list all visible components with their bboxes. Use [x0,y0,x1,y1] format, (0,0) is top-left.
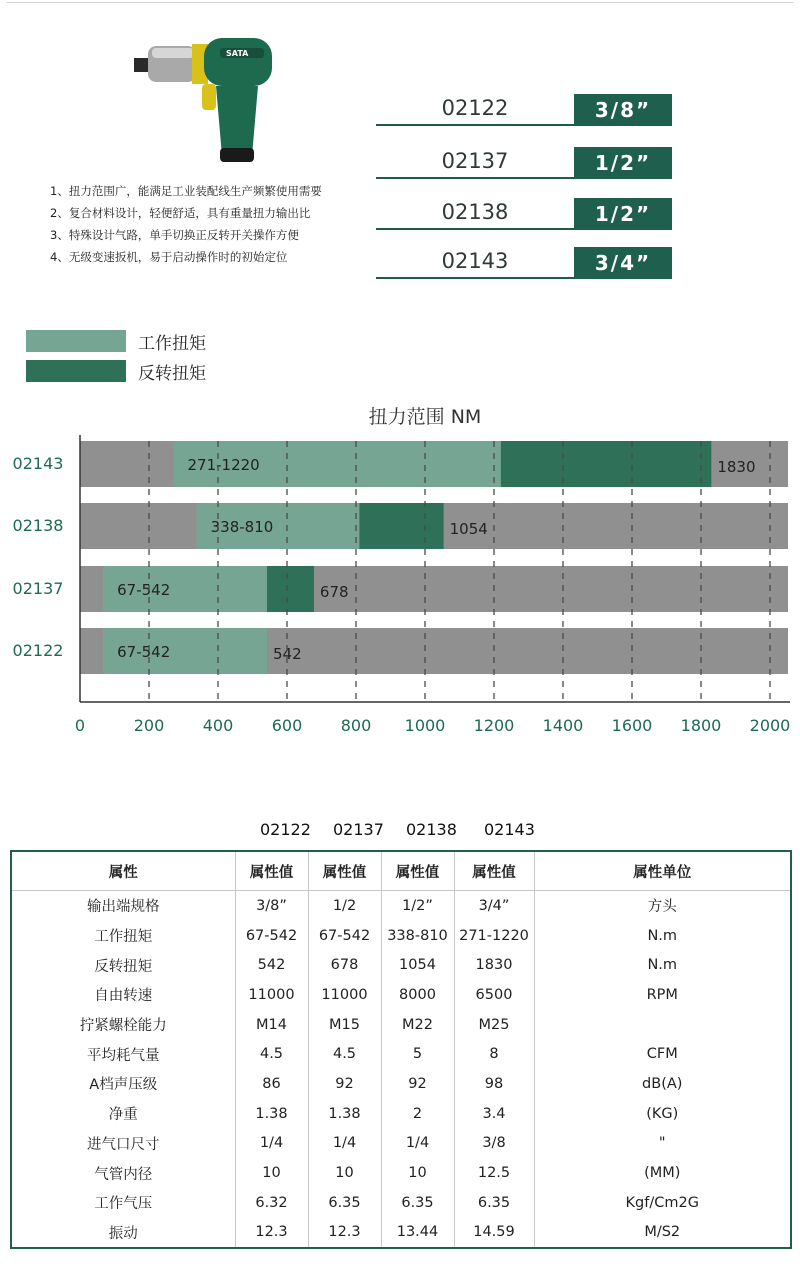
unit-cell: 方头 [647,899,677,916]
model-number: 02143 [441,249,509,273]
table-row [11,1010,791,1040]
torque-range-chart [0,395,800,740]
reverse-torque-label: 542 [272,645,302,663]
value-cell: 1/4 [308,1129,381,1159]
table-row [11,1218,791,1249]
feature-item: 1、扭力范围广，能满足工业装配线生产频繁使用需要 [50,184,322,198]
attribute-name-cell: 振动 [11,1218,235,1249]
value-cell: 92 [308,1069,381,1099]
value-cell: 1.38 [308,1099,381,1129]
value-cell: 10 [381,1158,454,1188]
working-torque-label: 67-542 [117,643,171,661]
value-cell: 14.59 [454,1218,534,1249]
value-cell: 11000 [308,980,381,1010]
category-label: 02137 [12,579,64,598]
impact-wrench-image [130,30,290,170]
model-row-02122 [376,92,672,126]
drive-size-badge: 1/2” [574,198,672,230]
value-cell: 98 [454,1069,534,1099]
drive-size-badge: 3/8” [574,94,672,126]
table-row [11,891,791,921]
working-torque-label: 67-542 [117,581,171,599]
drive-size-badge: 3/4” [574,247,672,279]
attribute-name-cell: 进气口尺寸 [11,1129,235,1159]
column-header: 属性值 [454,851,534,891]
value-cell: 67-542 [308,921,381,951]
unit-cell [534,1010,791,1040]
x-tick-label: 1600 [611,716,653,735]
value-cell: 10 [308,1158,381,1188]
value-cell: 4.5 [235,1039,308,1069]
value-cell: 3.4 [454,1099,534,1129]
value-cell: 6500 [454,980,534,1010]
value-cell: M22 [381,1010,454,1040]
column-header: 属性单位 [534,851,791,891]
value-cell: 13.44 [381,1218,454,1249]
model-row-02143 [376,245,672,279]
model-number: 02137 [441,149,509,173]
value-cell: 12.3 [308,1218,381,1249]
model-number: 02138 [441,200,509,224]
value-cell: 92 [381,1069,454,1099]
table-body [11,891,791,1249]
chart-title: 扭力范围 NM [368,406,482,428]
value-cell: 4.5 [308,1039,381,1069]
reverse-torque-label: 1830 [717,458,756,476]
table-row [11,1158,791,1188]
legend-swatch [26,330,126,352]
unit-cell: M/S2 [644,1224,681,1241]
attribute-name-cell: 自由转速 [11,980,235,1010]
value-cell: 1054 [381,950,454,980]
feature-item: 2、复合材料设计，轻便舒适，具有重量扭力输出比 [50,206,311,220]
unit-cell: dB(A) [642,1075,683,1092]
value-cell: 1/2 [308,891,381,921]
value-cell: M15 [308,1010,381,1040]
working-torque-label: 271-1220 [187,456,260,474]
attribute-name-cell: 气管内径 [11,1158,235,1188]
drive-size-badge: 1/2” [574,147,672,179]
value-cell: 8000 [381,980,454,1010]
feature-item: 4、无级变速扳机，易于启动操作时的初始定位 [50,250,288,264]
table-row [11,950,791,980]
x-tick-label: 1400 [542,716,584,735]
category-label: 02143 [12,454,64,473]
value-cell: 1/4 [235,1129,308,1159]
table-model-header: 02138 [406,820,457,839]
unit-cell: (MM) [644,1165,681,1182]
table-row [11,1039,791,1069]
reverse-torque-label: 1054 [449,520,488,538]
value-cell: 86 [235,1069,308,1099]
top-divider [6,2,794,3]
value-cell: 1/4 [381,1129,454,1159]
value-cell: 6.35 [308,1188,381,1218]
value-cell: 271-1220 [454,921,534,951]
value-cell: 338-810 [381,921,454,951]
unit-cell: RPM [646,986,678,1003]
reverse-torque-label: 678 [319,583,349,601]
value-cell: 67-542 [235,921,308,951]
attribute-name-cell: 工作扭矩 [11,921,235,951]
value-cell: 1.38 [235,1099,308,1129]
brand-logo: SATA [226,49,249,58]
unit-cell: CFM [646,1046,678,1063]
x-tick-label: 800 [340,716,372,735]
value-cell: M25 [454,1010,534,1040]
feature-item: 3、特殊设计气路，单手切换正反转开关操作方便 [50,228,299,242]
value-cell: 12.3 [235,1218,308,1249]
x-tick-label: 600 [271,716,303,735]
value-cell: 10 [235,1158,308,1188]
value-cell: 6.35 [381,1188,454,1218]
table-row [11,1129,791,1159]
value-cell: 1830 [454,950,534,980]
value-cell: 6.32 [235,1188,308,1218]
value-cell: 678 [308,950,381,980]
reverse-torque-bar [267,566,314,612]
x-tick-label: 200 [133,716,165,735]
attribute-name-cell: 拧紧螺栓能力 [11,1010,235,1040]
unit-cell: N.m [647,927,678,944]
column-header: 属性值 [308,851,381,891]
value-cell: M14 [235,1010,308,1040]
x-tick-label: 1800 [680,716,722,735]
x-tick-label: 1200 [473,716,515,735]
legend-label: 反转扭矩 [138,364,206,384]
x-tick-label: 400 [202,716,234,735]
column-header: 属性值 [235,851,308,891]
value-cell: 8 [454,1039,534,1069]
attribute-name-cell: 输出端规格 [11,891,235,921]
model-row-02138 [376,196,672,230]
column-header: 属性值 [381,851,454,891]
feature-list [50,180,322,268]
table-row [11,1099,791,1129]
legend-label: 工作扭矩 [138,334,206,354]
table-row [11,980,791,1010]
value-cell: 1/2” [381,891,454,921]
table-row [11,1069,791,1099]
value-cell: 6.35 [454,1188,534,1218]
attribute-name-cell: 工作气压 [11,1188,235,1218]
value-cell: 542 [235,950,308,980]
value-cell: 5 [381,1039,454,1069]
x-tick-label: 2000 [749,716,791,735]
table-model-header: 02137 [333,820,384,839]
unit-cell: Kgf/Cm2G [625,1194,699,1211]
legend-swatch [26,360,126,382]
attribute-name-cell: 反转扭矩 [11,950,235,980]
category-label: 02122 [12,641,64,660]
value-cell: 3/8 [454,1129,534,1159]
table-header-row [11,851,791,891]
model-number: 02122 [441,96,509,120]
value-cell: 12.5 [454,1158,534,1188]
value-cell: 2 [381,1099,454,1129]
working-torque-label: 338-810 [210,518,274,536]
model-row-02137 [376,145,672,179]
value-cell: 3/8” [235,891,308,921]
table-row [11,921,791,951]
reverse-torque-bar [359,503,443,549]
spec-table [10,850,792,1249]
unit-cell: " [658,1135,666,1152]
x-tick-label: 0 [74,716,86,735]
table-model-header: 02122 [260,820,311,839]
x-tick-label: 1000 [404,716,446,735]
attribute-name-cell: 净重 [11,1099,235,1129]
value-cell: 11000 [235,980,308,1010]
reverse-torque-bar [501,441,711,487]
unit-cell: N.m [647,957,678,974]
column-header: 属性 [11,851,235,891]
table-model-header: 02143 [484,820,535,839]
category-label: 02138 [12,516,64,535]
value-cell: 3/4” [454,891,534,921]
attribute-name-cell: 平均耗气量 [11,1039,235,1069]
table-row [11,1188,791,1218]
attribute-name-cell: A档声压级 [11,1069,235,1099]
unit-cell: (KG) [646,1105,679,1122]
